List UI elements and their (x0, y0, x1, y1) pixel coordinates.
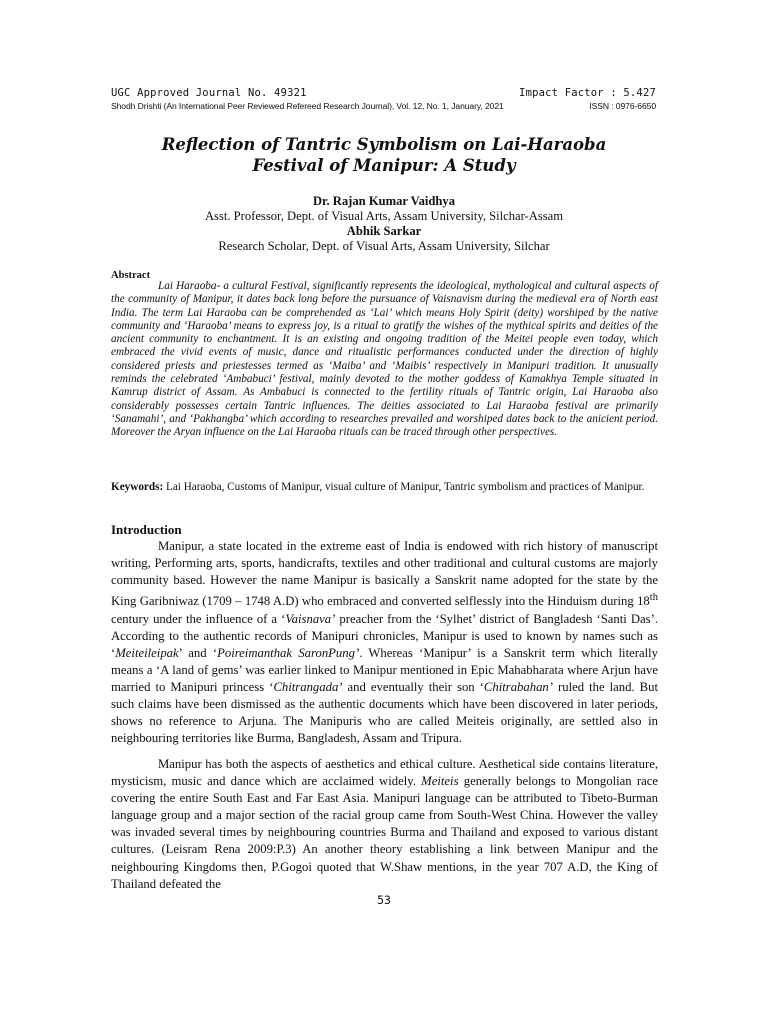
author-affiliation: Research Scholar, Dept. of Visual Arts, Assam University, Silchar (218, 239, 550, 253)
issn: ISSN : 0976-6650 (589, 101, 656, 111)
author-affiliation: Asst. Professor, Dept. of Visual Arts, Assam University, Silchar-Assam (204, 209, 564, 223)
abstract-text: Lai Haraoba- a cultural Festival, significantly represents the ideological, mythological and cultural aspects of the community of Manipur, it dates back long before the pursuance of Vaisnavism during the medieval era of North east India. The term Lai Haraoba can be comprehended as ‘Lai’ which means Holy Spirit (deity) worshiped by the native community and ‘Haraoba’ means to express joy, is a ritual to gratify the wishes of the mythical spirits and deities of the ancient community to enchantment. It is an existing and ongoing tradition of the Meitei people even today, which embraced the vivid events of music, dance and ritualistic performances conducted under the direction of highly considered priests and priestesses termed as ‘Maiba’ and ‘Maibis’ respectively in Manipuri tradition. It unusually reminds the celebrated ‘Ambabuci’ festival, mainly devoted to the mother goddess of Kamakhya Temple situated in Kamrup district of Assam. As Ambabuci is connected to the fertility rituals of Tantric origin, Lai Haraoba also considerably possesses certain Tantric influences. The deities associated to Lai Haraoba festival are primarily ‘Sanamahi’, and ‘Pakhangba’ which according to researches prevailed and worshiped dates back to the anicient period. Moreover the Aryan influence on the Lai Haraoba rituals can be traced through other perspectives. (111, 280, 658, 439)
introduction-paragraph-2: Manipur has both the aspects of aesthetics and ethical culture. Aesthetical side contains literature, mysticism, music and dance which are acclaimed widely. Meiteis generally belongs to Mongolian race covering the entire South East and Far East Asia. Manipuri language can be attributed to Tibeto-Burman language group and a major section of the racial group came from South-West China. However the valley was invaded several times by neighbouring countries Burma and Thailand and exposed to various distant cultures. (Leisram Rena 2009:P.3) An another theory establishing a link between Manipur and the neighbouring Kingdoms then, P.Gogoi quoted that W.Shaw mentions, in the year 707 A.D, the King of Thailand defeated the (111, 757, 658, 891)
journal-approval-number: UGC Approved Journal No. 49321 (111, 87, 307, 99)
keywords-text: Lai Haraoba, Customs of Manipur, visual culture of Manipur, Tantric symbolism and practices of Manipur. (166, 481, 645, 493)
keywords (111, 480, 658, 494)
page-number: 53 (377, 893, 391, 907)
paper-title (80, 134, 688, 176)
author-name: Abhik Sarkar (346, 224, 422, 238)
paper-title-line-1: Reflection of Tantric Symbolism on Lai-Haraoba (161, 135, 607, 154)
introduction-paragraph-1: Manipur, a state located in the extreme east of India is endowed with rich history of manuscript writing, Performing arts, sports, handicrafts, textiles and other traditional and cultural customs are majorly community based. However the name Manipur is basically a Sanskrit name adopted for the state by the King Garibniwaz (1709 – 1748 A.D) who embraced and converted selflessly into the Hinduism during 18th century under the influence of a ‘Vaisnava’ preacher from the ‘Sylhet’ district of Bangladesh ‘Santi Das’. According to the authentic records of Manipuri chronicles, Manipur is used to known by names such as ‘Meiteileipak’ and ‘Poireimanthak SaronPung’. Whereas ‘Manipur’ is a Sanskrit term which literally means a ‘A land of gems’ was earlier linked to Manipur mentioned in Epic Mahabharata where Arjun have married to Manipuri princess ‘Chitrangada’ and eventually their son ‘Chitrabahan’ ruled the land. But such claims have been dismissed as the authentic documents which have been discovered in later periods, shows no reference to Arjuna. The Manipuris who are called Meiteis originally, are settled also in neighbouring territories like Burma, Bangladesh, Assam and Tripura. (111, 539, 659, 746)
impact-factor: Impact Factor : 5.427 (519, 87, 656, 99)
introduction-heading: Introduction (111, 522, 182, 537)
author-block (100, 194, 668, 254)
paper-title-line-2: Festival of Manipur: A Study (252, 156, 516, 175)
keywords-label: Keywords: (111, 481, 164, 493)
journal-citation: Shodh Drishti (An International Peer Reviewed Refereed Research Journal), Vol. 12, No. 1, January, 2021 (111, 101, 504, 111)
abstract-heading: Abstract (111, 270, 151, 281)
author-name: Dr. Rajan Kumar Vaidhya (312, 194, 456, 208)
